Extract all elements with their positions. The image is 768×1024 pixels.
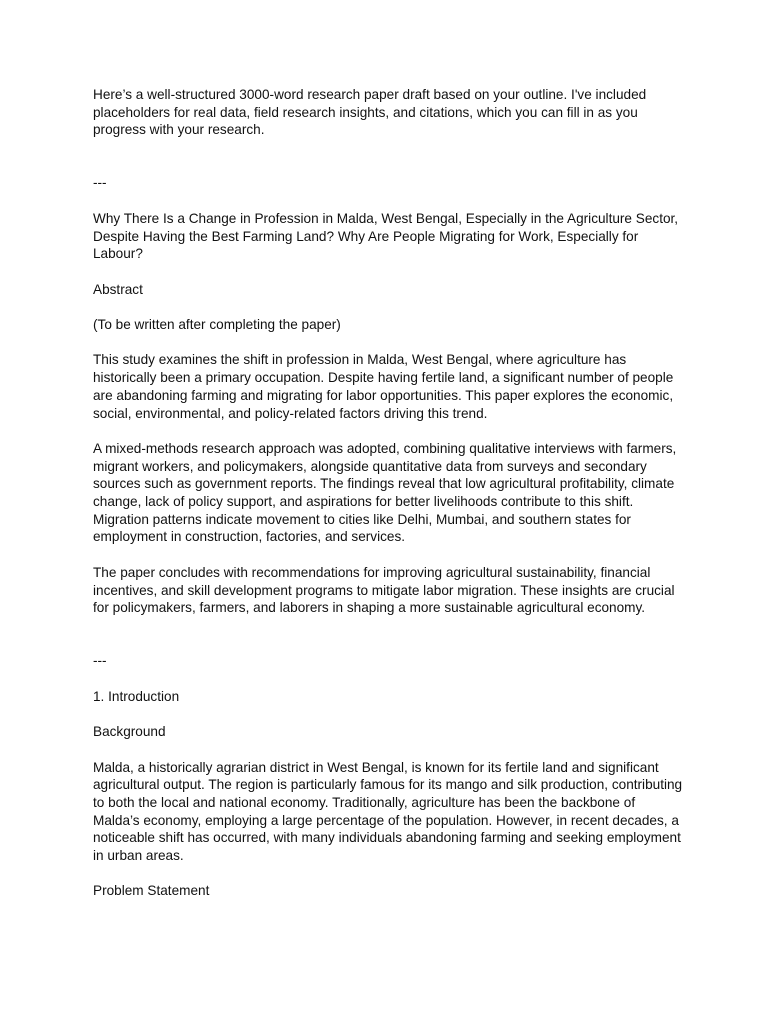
blank-line [93,157,683,175]
paper-title: Why There Is a Change in Profession in Malda, West Bengal, Especially in the Agriculture Sector, Despite Having the Best Farming Land? Why Are People Migrating for Work, Especially for Labour? [93,210,679,262]
document-page [93,86,683,918]
abstract-paragraph-3: The paper concludes with recommendations for improving agricultural sustainability, financial incentives, and skill development programs to mitigate labor migration. These insights are crucial for policymakers, farmers, and laborers in shaping a more sustainable agricultural economy. [93,564,675,616]
background-heading: Background [93,724,166,740]
background-paragraph: Malda, a historically agrarian district in West Bengal, is known for its fertile land and significant agricultural output. The region is particularly famous for its mango and silk production, contributing to both the local and national economy. Traditionally, agriculture has been the backbone of Malda’s economy, employing a large percentage of the population. However, in recent decades, a noticeable shift has occurred, with many individuals abandoning farming and seeking employment in urban areas. [93,759,683,864]
abstract-paragraph-2: A mixed-methods research approach was adopted, combining qualitative interviews with farmers, migrant workers, and policymakers, alongside quantitative data from surveys and secondary sources such as government reports. The findings reveal that low agricultural profitability, climate change, lack of policy support, and aspirations for better livelihoods contribute to this shift. Migration patterns indicate movement to cities like Delhi, Mumbai, and southern states for employment in construction, factories, and services. [93,440,677,545]
problem-statement-heading: Problem Statement [93,883,210,899]
abstract-paragraph-1: This study examines the shift in profession in Malda, West Bengal, where agriculture has historically been a primary occupation. Despite having fertile land, a significant number of people are abandoning farming and migrating for labor opportunities. This paper explores the economic, social, environmental, and policy-related factors driving this trend. [93,352,674,421]
section-heading-introduction: 1. Introduction [93,688,180,704]
separator: --- [93,175,107,191]
intro-paragraph: Here’s a well-structured 3000-word research paper draft based on your outline. I've included placeholders for real data, field research insights, and citations, which you can fill in as you progress with your research. [93,87,647,138]
abstract-note: (To be written after completing the paper) [93,317,341,333]
separator: --- [93,653,107,669]
abstract-heading: Abstract [93,281,143,297]
blank-line [93,635,683,653]
